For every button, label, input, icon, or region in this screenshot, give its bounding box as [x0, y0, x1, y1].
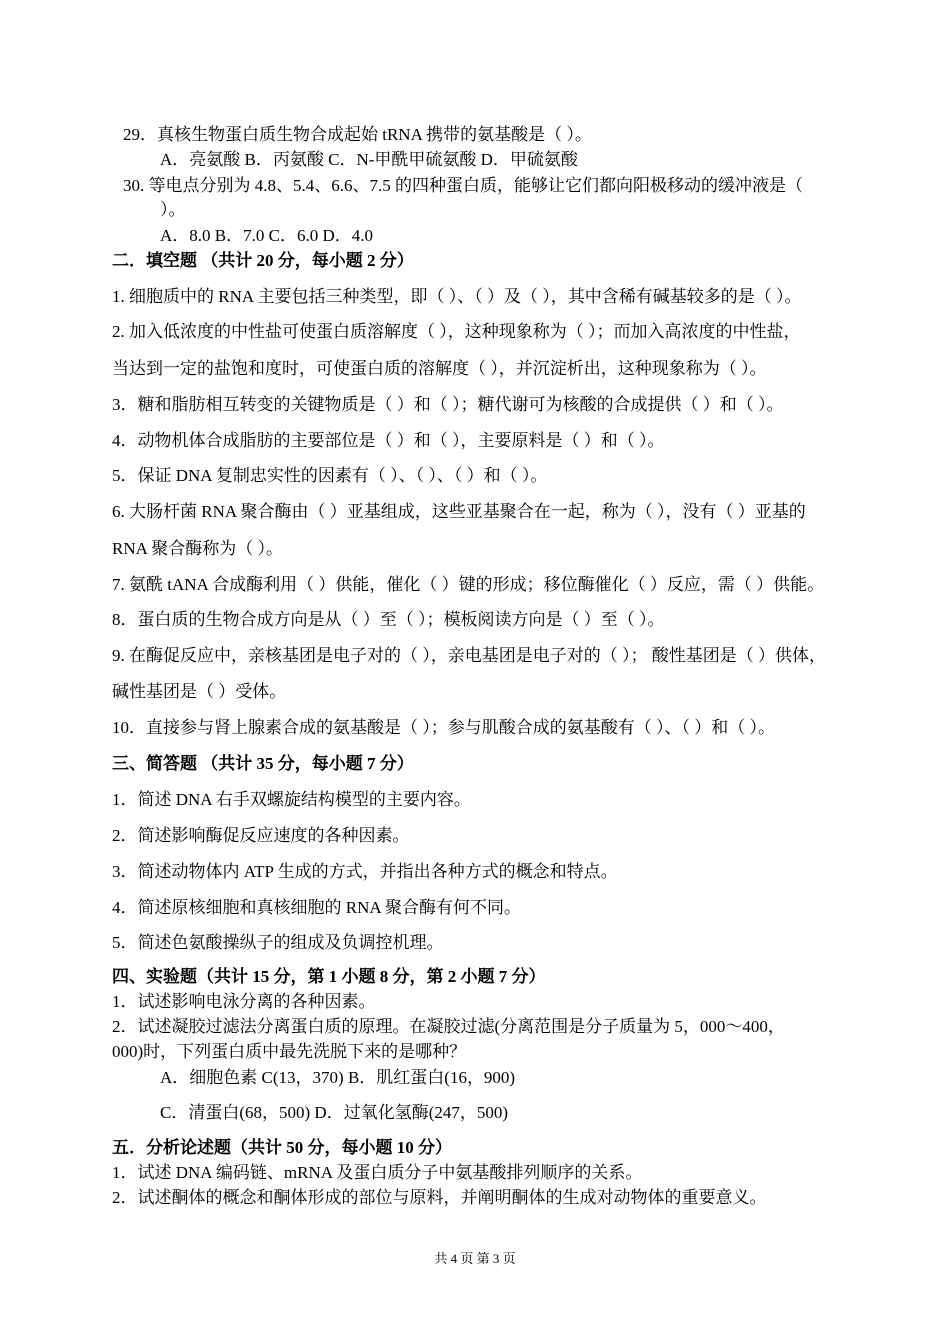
q30-options: A．8.0 B．7.0 C．6.0 D．4.0 [160, 226, 373, 245]
short-answer-item: 4．简述原核细胞和真核细胞的 RNA 聚合酶有何不同。 [112, 898, 521, 917]
short-answer-item: 2．简述影响酶促反应速度的各种因素。 [112, 826, 410, 845]
section3-title: 三、简答题 （共计 35 分，每小题 7 分） [112, 754, 414, 773]
section4-title: 四、实验题（共计 15 分，第 1 小题 8 分，第 2 小题 7 分） [112, 967, 546, 986]
fill-item: 8．蛋白质的生物合成方向是从（ ）至（ ）；模板阅读方向是（ ）至（ ）。 [112, 610, 665, 629]
fill-item: 9. 在酶促反应中，亲核基团是电子对的（ ），亲电基团是电子对的（ ）； 酸性基团是（ ）供体， [112, 646, 826, 665]
fill-item: 1. 细胞质中的 RNA 主要包括三种类型，即（ ）、（ ）及（ ），其中含稀有碱基较多的是（ ）。 [112, 287, 802, 306]
fill-item: 7. 氨酰 tANA 合成酶利用（ ）供能，催化（ ）键的形成；移位酶催化（ ）反应，需（ ）供能。 [112, 575, 825, 594]
fill-item: 6. 大肠杆菌 RNA 聚合酶由（ ）亚基组成，这些亚基聚合在一起，称为（ ），没有（ ）亚基的 [112, 502, 806, 521]
experiment-item-continued: 000)时，下列蛋白质中最先洗脱下来的是哪种？ [112, 1042, 467, 1061]
essay-item: 2．试述酮体的概念和酮体形成的部位与原料，并阐明酮体的生成对动物体的重要意义。 [112, 1188, 767, 1207]
q30-stem-line2: ）。 [160, 200, 186, 219]
section2-title: 二．填空题 （共计 20 分，每小题 2 分） [112, 251, 414, 270]
fill-item: 4．动物机体合成脂肪的主要部位是（ ）和（ ），主要原料是（ ）和（ ）。 [112, 431, 665, 450]
fill-item: 当达到一定的盐饱和度时，可使蛋白质的溶解度（ ），并沉淀析出，这种现象称为（ ）。 [112, 359, 767, 378]
experiment-item: 1．试述影响电泳分离的各种因素。 [112, 992, 376, 1011]
fill-item: 10．直接参与肾上腺素合成的氨基酸是（ ）；参与肌酸合成的氨基酸有（ ）、（ ）和（ ）。 [112, 718, 775, 737]
q29-options: A．亮氨酸 B．丙氨酸 C．N-甲酰甲硫氨酸 D．甲硫氨酸 [160, 150, 578, 169]
q30-stem-line1: 30. 等电点分别为 4.8、5.4、6.6、7.5 的四种蛋白质，能够让它们都向阳极移动的缓冲液是（ [123, 176, 803, 195]
short-answer-item: 3．简述动物体内 ATP 生成的方式，并指出各种方式的概念和特点。 [112, 862, 618, 881]
q29-stem: 29．真核生物蛋白质生物合成起始 tRNA 携带的氨基酸是（ ）。 [123, 125, 592, 144]
fill-item: 2. 加入低浓度的中性盐可使蛋白质溶解度（ ），这种现象称为（ ）；而加入高浓度的中性盐， [112, 322, 801, 341]
page-footer: 共 4 页 第 3 页 [434, 1251, 516, 1266]
experiment-options: C．清蛋白(68，500) D．过氧化氢酶(247，500) [160, 1103, 509, 1122]
short-answer-item: 5．简述色氨酸操纵子的组成及负调控机理。 [112, 933, 444, 952]
essay-item: 1．试述 DNA 编码链、mRNA 及蛋白质分子中氨基酸排列顺序的关系。 [112, 1163, 643, 1182]
fill-item: 5．保证 DNA 复制忠实性的因素有（ ）、（ ）、（ ）和（ ）。 [112, 466, 548, 485]
experiment-item: 2．试述凝胶过滤法分离蛋白质的原理。在凝胶过滤(分离范围是分子质量为 5，000～400， [112, 1017, 785, 1036]
fill-item: RNA 聚合酶称为（ ）。 [112, 539, 283, 558]
fill-item: 碱性基团是（ ）受体。 [112, 682, 287, 701]
fill-item: 3．糖和脂肪相互转变的关键物质是（ ）和（ ）；糖代谢可为核酸的合成提供（ ）和（ ）。 [112, 395, 784, 414]
section5-title: 五．分析论述题（共计 50 分，每小题 10 分） [112, 1138, 452, 1157]
experiment-options: A．细胞色素 C(13，370) B．肌红蛋白(16，900) [160, 1068, 516, 1087]
short-answer-item: 1．简述 DNA 右手双螺旋结构模型的主要内容。 [112, 790, 471, 809]
